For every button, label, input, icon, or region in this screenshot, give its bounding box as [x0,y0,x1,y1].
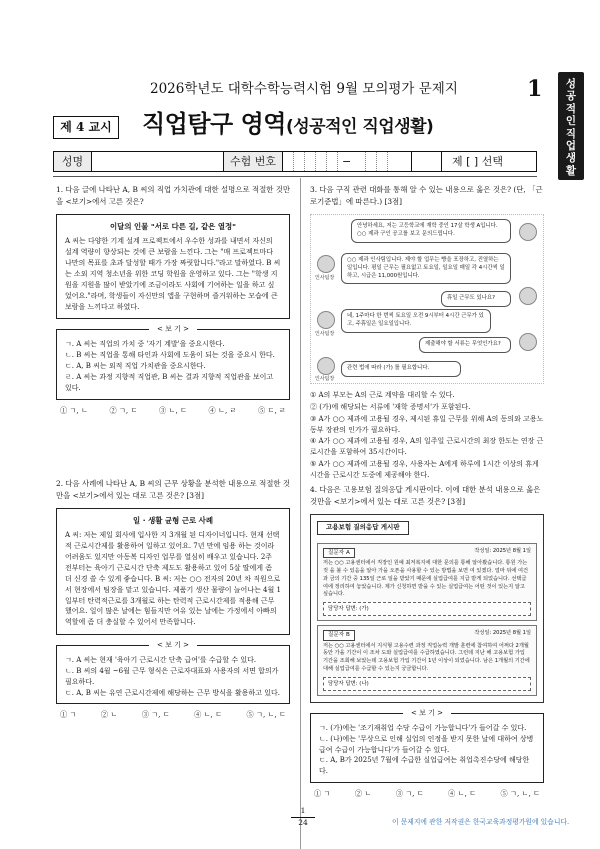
avatar-label: 인사팀장 [315,375,335,382]
answer-option[interactable]: ④ ㄴ, ㄷ [448,789,477,799]
digit-box[interactable] [355,152,366,171]
board-title: 고용보험 질의응답 게시판 [317,521,409,535]
q4-qa-board [310,514,544,703]
exam-number-field[interactable] [224,152,412,171]
exam-number-label: 수험 번호 [224,152,283,171]
answer-option[interactable]: ④ ㄴ, ㄷ [194,710,223,720]
chat-bubble: 안녕하세요, 저는 고등학교에 재학 중인 17살 학생 A입니다. ○○ 제과 구인 공고를 보고 문의드립니다. [351,219,511,243]
answer-option[interactable]: ② ㄴ [354,789,372,799]
footer-page-indicator [288,806,318,829]
name-label: 성명 [54,152,92,171]
choice-label[interactable]: 제 [ ] 선택 [452,154,503,168]
q3-chat-dialogue [310,214,544,384]
name-field[interactable] [92,152,224,171]
header-rule [53,176,537,177]
footer-page-current: 1 [300,806,306,815]
post-date: 작성일: 2025년 8월 1일 [474,547,531,554]
answer-option[interactable]: ④ ㄴ, ㄹ [208,405,237,415]
q3-choices [310,390,544,481]
q2-stem: 2. 다음 사례에 나타난 A, B 씨의 근무 상황을 분석한 내용으로 적절한 것만을 <보기>에서 있는 대로 고른 것은? [3점] [56,479,290,500]
digit-box[interactable] [377,152,388,171]
q4-options [310,789,544,799]
answer-choice[interactable]: ⑤ A가 ○○ 제과에 고용될 경우, 사용자는 A에게 하루에 1시간 이상의 휴게시간을 근로시간 도중에 제공해야 한다. [310,460,539,479]
bogi-item: ㄴ. B 씨는 직업을 통해 타인과 사회에 도움이 되는 것을 중요시 한다. [65,351,275,360]
answer-choice[interactable]: ④ A가 ○○ 제과에 고용될 경우, A의 일주일 근로시간의 최장 한도는 연장 근로시간을 포함하여 35시간이다. [310,437,544,457]
subject-title-sub: (성공적인 직업생활) [285,117,434,137]
digit-box[interactable] [366,152,377,171]
board-post [317,543,537,621]
q1-passage-title: 이달의 인물 "서로 다른 길, 같은 열정" [110,221,236,231]
question-3 [310,184,544,481]
bogi-item: ㄴ. B 씨의 4월 ~6월 근무 형식은 근로자대표와 사용자의 서면 합의가 필요하다. [65,666,279,686]
q1-bogi [56,325,290,399]
manager-avatar [317,357,335,375]
exam-title: 2026학년도 대학수학능력시험 9월 모의평가 문제지 [150,81,458,97]
bogi-item: ㄴ. (나)에는 '무상으로 인해 실업의 인정을 받지 못한 날에 대하여 상병 급여 수급이 가능합니다'가 들어갈 수 있다. [319,734,534,754]
bogi-item: ㄹ. A 씨는 과정 지향적 직업관, B 씨는 결과 지향적 직업관을 보이고 있다. [65,372,274,392]
question-1 [56,184,290,416]
footer-page-total: 24 [291,817,315,829]
board-post [317,625,537,696]
exam-number-dash: − [342,154,352,168]
q2-options [56,710,290,720]
subject-title [142,107,433,142]
blank-cell [412,152,442,171]
digit-box[interactable] [283,152,294,171]
digit-box[interactable] [294,152,305,171]
student-avatar [519,333,537,351]
answer-option[interactable]: ⑤ ㄱ, ㄴ, ㄷ [500,789,540,799]
post-body: 저는 ○○ 고용센터에서 직장인 원예 최저복지에 대한 문의를 통해 알아봤습니다. 통원 가는 것 을 볼 수 있음을 알아 가을 오픈을 사용할 수 있는 방법을 보면 여 있겠다. 얼마 뒤에 여건과 금의 기간 중 135일 근로 일을 받았기 때문에 실업급여를 지급 받게 되었습니다. 선택급여에 정리하여 놓았습니다. 제가 신청하면 받을 수 있는 실업급여는 어떤 것이 있는지 알고 싶습니다. [323,560,529,598]
period-badge: 제 4 교시 [53,116,119,139]
answer-option[interactable]: ③ ㄱ, ㄷ [395,789,424,799]
student-avatar [519,287,537,305]
q1-stem: 1. 다음 글에 나타난 A, B 씨의 직업 가치관에 대한 설명으로 적절한 것만을 <보기>에서 고른 것은? [56,185,290,206]
bogi-item: ㄱ. (가)에는 '조기재취업 수당 수급이 가능합니다'가 들어갈 수 있다. [319,723,527,732]
side-tab-char: 인 [565,115,577,128]
bogi-item: ㄱ. A 씨는 현재 '육아기 근로시간 단축 급여'를 수급할 수 있다. [65,656,257,665]
post-author: 질문자 B [323,630,355,640]
answer-choice[interactable]: ③ A가 ○○ 제과에 고용될 경우, 제시된 휴일 근무를 위해 A의 동의와 고용노동부 장관의 인가가 필요하다. [310,414,544,434]
bogi-tag: < 보 기 > [403,708,451,719]
chat-bubble: 관련 법에 따라 (가) 를 필요합니다. [341,361,461,377]
answer-option[interactable]: ① ㄱ, ㄴ [60,405,88,415]
candidate-info-bar [53,151,537,172]
chat-bubble: ○○ 제과 인사팀입니다. 제야 할 업무는 빵을 포장하고, 진열하는 일입니다. 평일 근무는 필요없고 토요일, 일요일 매일 각 4시간씩 일하고, 시급은 11,000원입니다. [341,253,511,284]
manager-avatar [317,255,335,273]
chat-bubble: 휴일 근무도 있나요? [441,291,511,307]
q3-stem: 3. 다음 구직 관련 대화를 통해 알 수 있는 내용으로 옳은 것은? (단, 「근로기준법」에 따른다.) [3점] [310,185,543,206]
q1-options [56,406,290,416]
q2-passage-title: 일 · 생활 균형 근로 사례 [133,515,213,525]
post-author: 질문자 A [323,548,355,558]
answer-option[interactable]: ③ ㄱ, ㄷ [141,710,170,720]
post-reply: 담당자 답변: (가) [323,602,531,616]
post-reply: 담당자 답변: (나) [323,677,531,691]
bogi-tag: < 보 기 > [149,640,197,651]
digit-box[interactable] [327,152,338,171]
side-tab-char: 직 [565,127,577,140]
side-tab-char: 공 [565,90,577,103]
side-tab-char: 적 [565,102,577,115]
q4-stem: 4. 다음은 고용보험 질의응답 게시판이다. 이에 대한 분석 내용으로 옳은 것만을 <보기>에서 있는 대로 고른 것은? [3점] [310,485,541,506]
answer-option[interactable]: ② ㄱ, ㄷ [109,405,138,415]
q2-passage-text: A 씨: 저는 제일 회사에 입사한 지 3개월 된 디자이너입니다. 현재 선택적 근로시간제를 활용하여 일하고 있어요. 7년 만에 임용 하는 것이라 어려움도 있지만 아동복 디자인 업무를 열심히 배우고 있습니다. 2주 전부터는 육아기 근로시간 단축 제도도 활용하고 있어 5살 딸에게 좀 더 신경 쓸 수 있게 좋습니다. B 씨: 저는 ○○ 전자의 20년 차 직원으로서 현장에서 팀장을 맡고 있습니다. 제품기 생산 물량이 늘어나는 4월 1일부터 탄력적근로를 3개월로 하는 탄력적 근로시간제를 적용해 근무했어요. 일이 많은 날에는 힘들지만 여유 있는 날에는 가정에서 아빠의 역할에 좀 더 충실할 수 있어서 만족합니다. [65,531,281,627]
bogi-item: ㄷ. A, B가 2025년 7월에 수급한 실업급여는 취업촉진수당에 해당한다. [319,756,530,776]
manager-avatar [317,311,335,329]
subject-side-tab [558,72,584,180]
side-tab-char: 활 [565,164,577,177]
side-tab-char: 생 [565,152,577,165]
answer-option[interactable]: ① ㄱ [60,710,77,720]
side-tab-char: 성 [565,78,577,90]
bogi-item: ㄱ. A 씨는 직업의 가치 중 '자기 계발'을 중요시한다. [65,340,225,349]
bogi-tag: < 보 기 > [149,324,197,335]
answer-option[interactable]: ⑤ ㄱ, ㄴ, ㄷ [246,710,286,720]
answer-option[interactable]: ① ㄱ [314,789,331,799]
question-2 [56,478,290,721]
answer-choice[interactable]: ① A의 부모는 A의 근로 계약을 대리할 수 있다. [310,390,455,399]
avatar-label: 인사팀장 [315,330,335,337]
q1-passage-text: A 씨는 다양한 기계 설계 프로젝트에서 우수한 성과를 내면서 자신의 설계 역량이 향상되는 것에 큰 보람을 느낀다. 그는 "매 프로젝트마다 나만의 목표를 초과 달성할 때가 가장 짜릿합니다."라고 말하였다. B 씨는 소외 지역 청소년을 위한 코딩 학원을 운영하고 있다. 그는 "학생 지원을 지원을 많이 받았기에 조금이라도 사회에 기여하는 일을 하고 싶었어요."라며, 학생들이 자신만의 앱을 구현하며 즐거워하는 모습에 큰 보람을 느끼다고 하였다. [65,237,281,311]
bogi-item: ㄷ. A, B 씨는 유연 근로시간제에 해당하는 근무 방식을 활용하고 있다. [65,688,280,697]
answer-option[interactable]: ② ㄴ [100,710,118,720]
q2-passage [56,508,290,635]
answer-option[interactable]: ⑤ ㄷ, ㄹ [258,405,286,415]
column-divider [300,178,301,849]
chat-bubble: 네, 1주마다 한 번씩 토요일 오전 9시부터 4시간 근무가 있고, 주휴일은 일요일입니다. [341,309,491,333]
bogi-item: ㄷ. A, B 씨는 외적 직업 가치관을 중요시한다. [65,362,206,371]
digit-box[interactable] [316,152,327,171]
answer-option[interactable]: ③ ㄴ, ㄷ [159,405,187,415]
copyright-note: 이 문제지에 관한 저작권은 한국교육과정평가원에 있습니다. [392,818,570,826]
subject-title-main: 직업탐구 영역 [142,110,286,138]
post-body: 저는 ○○ 고용센터에서 지식형 고용수련 과정 직업능력 개발 훈련에 참여하여 어쩌다 2개월 동안 가을 기간이 이 조차 도와 실업급여를 수급하였습니다. 그런데 지난 해 고용보험 가입 기간을 조회해 보았는데 고용보험 가입 기간이 1년 이상이 되었습니다. 남은 1개월의 기간에 대해 실업급여를 수급할 수 있는지 궁금합니다. [323,642,530,672]
question-4 [310,484,544,800]
digit-box[interactable] [305,152,316,171]
side-tab-char: 업 [565,139,577,152]
avatar-label: 인사팀장 [315,274,335,281]
answer-choice[interactable]: ② (가)에 해당되는 서류에 '재학 증명서'가 포함된다. [310,402,471,411]
page-number: 1 [527,76,543,102]
q1-passage [56,214,290,319]
student-avatar [519,223,537,241]
q4-bogi [310,708,544,783]
post-date: 작성일: 2025년 8월 1일 [474,630,531,637]
chat-bubble: 제출해야 할 서류는 무엇인가요? [419,337,511,353]
q2-bogi [56,641,290,704]
